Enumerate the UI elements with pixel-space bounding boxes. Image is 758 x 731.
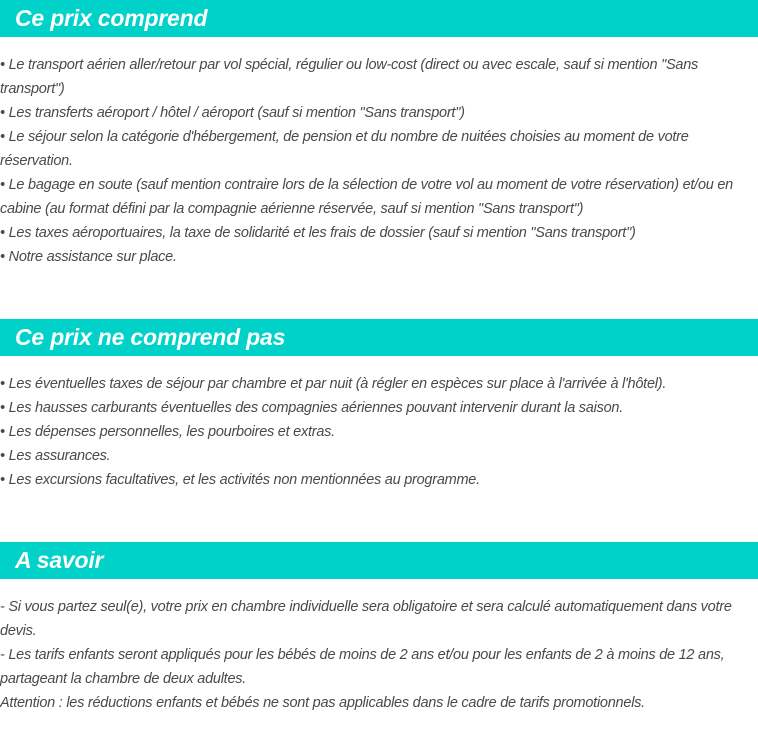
list-item: • Les taxes aéroportuaires, la taxe de solidarité et les frais de dossier (sauf si mention "Sans transport") [0,225,636,241]
section-content [0,356,758,492]
section-title: A savoir [0,542,758,579]
list-item: • Les éventuelles taxes de séjour par chambre et par nuit (à régler en espèces sur place à l'arrivée à l'hôtel). [0,376,667,392]
list-item: • Notre assistance sur place. [0,249,177,265]
section-price-includes [0,0,758,269]
list-item: • Les hausses carburants éventuelles des compagnies aériennes pouvant intervenir durant la saison. [0,400,623,416]
section-content [0,579,758,715]
section-good-to-know [0,542,758,715]
list-item: • Les excursions facultatives, et les activités non mentionnées au programme. [0,472,480,488]
list-item: Attention : les réductions enfants et bébés ne sont pas applicables dans le cadre de tarifs promotionnels. [0,695,645,711]
section-price-excludes [0,319,758,492]
list-item: • Les transferts aéroport / hôtel / aéroport (sauf si mention "Sans transport") [0,105,465,121]
list-item: - Si vous partez seul(e), votre prix en chambre individuelle sera obligatoire et sera calculé automatiquement dans votre devis. [0,599,732,639]
list-item: - Les tarifs enfants seront appliqués pour les bébés de moins de 2 ans et/ou pour les enfants de 2 à moins de 12 ans, partageant la chambre de deux adultes. [0,647,725,687]
section-content [0,37,758,269]
list-item: • Le transport aérien aller/retour par vol spécial, régulier ou low-cost (direct ou avec escale, sauf si mention "Sans transport") [0,57,699,97]
section-title: Ce prix ne comprend pas [0,319,758,356]
list-item: • Les dépenses personnelles, les pourboires et extras. [0,424,335,440]
list-item: • Le séjour selon la catégorie d'hébergement, de pension et du nombre de nuitées choisies au moment de votre réservation. [0,129,689,169]
list-item: • Les assurances. [0,448,111,464]
section-title: Ce prix comprend [0,0,758,37]
list-item: • Le bagage en soute (sauf mention contraire lors de la sélection de votre vol au moment de votre réservation) et/ou en cabine (au format défini par la compagnie aérienne réservée, sauf si mention "Sans transport") [0,177,733,217]
